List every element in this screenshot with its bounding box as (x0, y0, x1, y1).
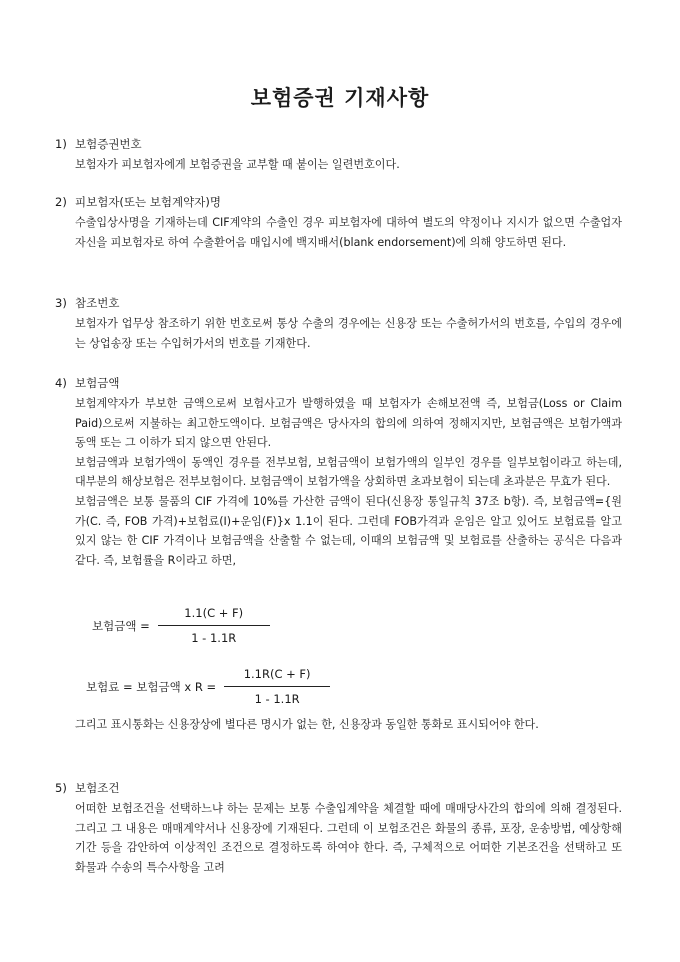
section-3 (55, 295, 625, 354)
formula-fraction (158, 603, 270, 648)
insurance-amount-formula (92, 603, 270, 648)
section-paragraph: 보험금액은 보통 물품의 CIF 가격에 10%를 가산한 금액이 된다(신용장 통일규칙 37조 b항). 즉, 보험금액={원가(C. 즉, FOB 가격)+보험료(I)+운임(F)}x 1.1이 된다. 그런데 FOB가격과 운임은 알고 있어도 보험료를 알고 있지 않는 한 CIF 가격이나 보험금액을 산출할 수 없는데, 이때의 보험금액 및 보험료를 산출하는 공식은 다음과 같다. 즉, 보험률을 R이라고 하면, (75, 494, 622, 567)
section-heading-text: 참조번호 (75, 296, 120, 310)
section-2 (55, 194, 625, 252)
section-number: 1) (55, 137, 67, 151)
formula-lhs: 보험금액 = (92, 618, 150, 633)
fraction-bar (224, 686, 330, 687)
section-paragraph: 보험자가 업무상 참조하기 위한 번호로써 통상 수출의 경우에는 신용장 또는 수출허가서의 번호를, 수입의 경우에는 상업송장 또는 수입허가서의 번호를 기재한다. (75, 317, 622, 350)
section-heading-text: 피보험자(또는 보험계약자)명 (75, 195, 221, 209)
document-title: 보험증권 기재사항 (250, 85, 430, 110)
section-heading (55, 375, 625, 391)
section-heading (55, 780, 625, 796)
section-5 (55, 780, 625, 877)
formula-denominator: 1 - 1.1R (191, 631, 237, 645)
section-1 (55, 136, 625, 175)
section-paragraph: 그리고 표시통화는 신용장상에 별다른 명시가 없는 한, 신용장과 동일한 통화로 표시되어야 한다. (75, 718, 539, 731)
section-heading (55, 295, 625, 311)
fraction-bar (158, 625, 270, 626)
section-paragraph: 수출입상사명을 기재하는데 CIF계약의 수출인 경우 피보험자에 대하여 별도의 약정이나 지시가 없으면 수출업자 자신을 피보험자로 하여 수출환어음 매입시에 백지배서(blank endorsement)에 의해 양도하면 된다. (75, 216, 622, 249)
section-paragraph: 보험금액과 보험가액이 동액인 경우를 전부보험, 보험금액이 보험가액의 일부인 경우를 일부보험이라고 하는데, 대부분의 해상보험은 전부보험이다. 보험금액이 보험가액을 상회하면 초과보험이 되는데 초과분은 무효가 된다. (75, 455, 622, 489)
formula-lhs: 보험료 = 보험금액 x R = (86, 679, 217, 694)
section-number: 3) (55, 296, 67, 310)
section-heading-text: 보험증권번호 (75, 137, 142, 151)
formula-numerator: 1.1R(C + F) (243, 667, 311, 681)
section-number: 5) (55, 781, 67, 795)
section-paragraph: 보험자가 피보험자에게 보험증권을 교부할 때 붙이는 일련번호이다. (75, 158, 400, 171)
section-heading-text: 보험금액 (75, 376, 120, 390)
section-4 (55, 375, 625, 570)
section-4-continued (55, 715, 625, 735)
section-heading (55, 136, 625, 152)
section-heading (55, 194, 625, 210)
formula-denominator: 1 - 1.1R (254, 692, 300, 706)
section-paragraph: 어떠한 보험조건을 선택하느냐 하는 문제는 보통 수출입계약을 체결할 때에 매매당사간의 합의에 의해 결정된다. 그리고 그 내용은 매매계약서나 신용장에 기재된다. 그런데 이 보험조건은 화물의 종류, 포장, 운송방법, 예상항해기간 등을 감안하여 이상적인 조건으로 결정하도록 하여야 한다. 즉, 구체적으로 어떠한 기본조건을 선택하고 또 화물과 수송의 특수사항을 고려 (75, 802, 622, 874)
formula-fraction (224, 664, 330, 709)
section-paragraph: 보험계약자가 부보한 금액으로써 보험사고가 발행하였을 때 보험자가 손해보전액 즉, 보험금(Loss or Claim Paid)으로써 지불하는 최고한도액이다. 보험금액은 당사자의 합의에 의하여 정해지지만, 보험금액은 보험가액과 동액 또는 그 이하가 되지 않으면 안된다. (75, 397, 622, 450)
premium-formula (86, 664, 330, 709)
section-number: 2) (55, 195, 67, 209)
formula-numerator: 1.1(C + F) (184, 606, 244, 620)
section-number: 4) (55, 376, 67, 390)
section-heading-text: 보험조건 (75, 781, 120, 795)
